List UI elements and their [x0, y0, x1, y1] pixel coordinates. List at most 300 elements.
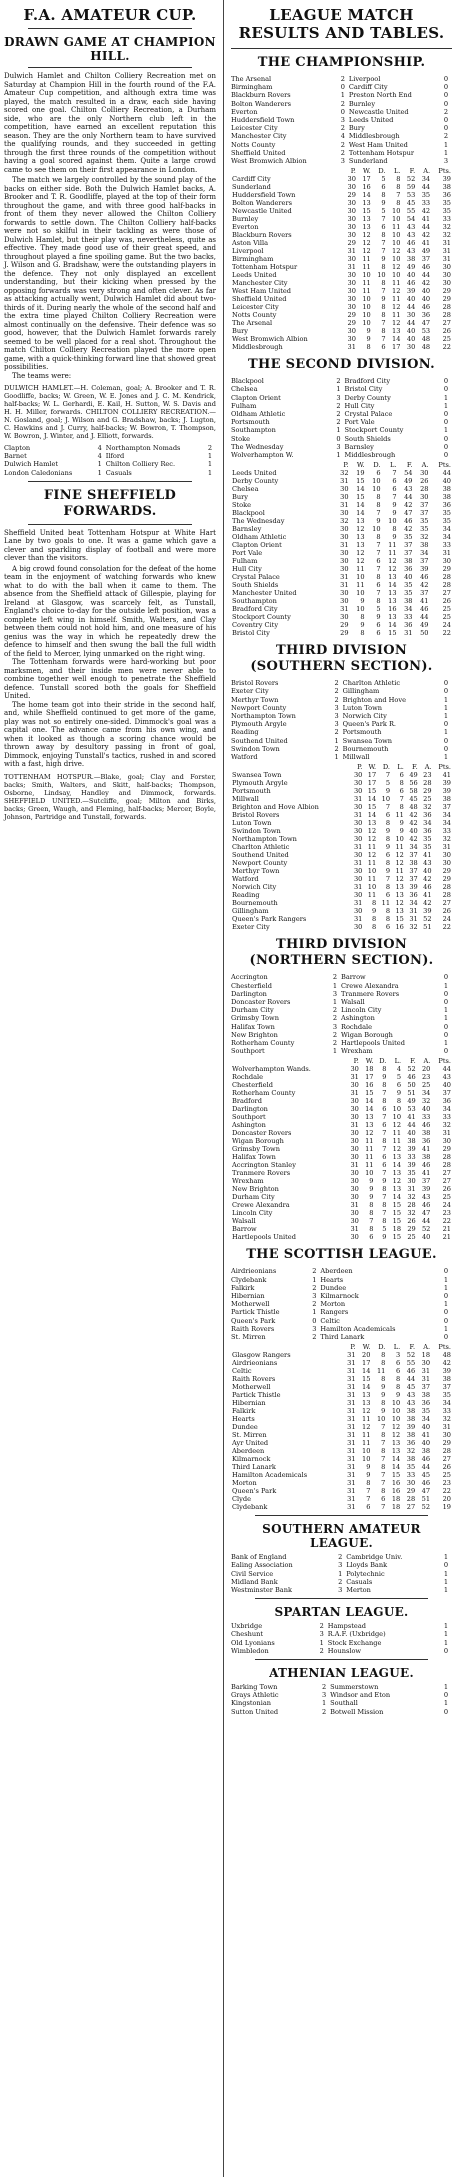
- away-team: Dundee: [320, 1283, 347, 1292]
- result-row: [231, 124, 452, 132]
- stat-cell: 12: [392, 303, 401, 312]
- stat-cell: 12: [395, 859, 404, 868]
- table-row: [231, 1447, 452, 1455]
- table-row: [231, 175, 452, 183]
- away-score: 0: [443, 116, 449, 125]
- table-row: [231, 1455, 452, 1463]
- section-rule: [255, 1515, 428, 1516]
- stat-cell: 34: [421, 1089, 431, 1098]
- team-name: Newport County: [232, 859, 288, 868]
- team-name: Raith Rovers: [232, 1375, 276, 1384]
- stat-cell: 38: [421, 1391, 431, 1400]
- result-row: [231, 1292, 452, 1300]
- stat-cell: 8: [385, 819, 391, 828]
- stat-cell: 20: [421, 1065, 431, 1074]
- table-row: [231, 851, 452, 859]
- stat-cell: 9: [385, 843, 391, 852]
- stat-cell: 47: [404, 509, 413, 518]
- column-header: F.: [412, 763, 418, 772]
- stat-cell: 23: [442, 1209, 451, 1218]
- stat-cell: 11: [365, 1137, 374, 1146]
- stat-cell: 7: [381, 247, 386, 256]
- result-row: [231, 1553, 452, 1561]
- away-score: 1: [443, 1300, 449, 1309]
- team-name: Bristol City: [232, 629, 270, 638]
- stat-cell: 38: [404, 557, 413, 566]
- stat-cell: 18: [421, 1351, 431, 1360]
- athenian-results: [231, 1683, 452, 1716]
- stat-cell: 16: [391, 1487, 401, 1496]
- stat-cell: 37: [420, 509, 429, 518]
- home-team: Civil Service: [231, 1569, 274, 1578]
- stat-cell: 49: [420, 621, 429, 630]
- home-team: Wolverhampton W.: [231, 451, 294, 460]
- result-row: [231, 1647, 452, 1655]
- table-row: [231, 1225, 452, 1233]
- stat-cell: 6: [385, 811, 391, 820]
- team-name: Stoke: [232, 501, 252, 510]
- stat-cell: 30: [350, 1097, 359, 1106]
- stat-cell: 30: [353, 907, 363, 916]
- stat-cell: 10: [365, 1169, 374, 1178]
- stat-cell: 46: [420, 573, 429, 582]
- table-row: [231, 1503, 452, 1511]
- stat-cell: 8: [382, 1065, 387, 1074]
- team-name: Gillingham: [232, 907, 269, 916]
- stat-cell: 8: [382, 1137, 387, 1146]
- team-name: Darlington: [232, 1105, 268, 1114]
- stat-cell: 31: [347, 1359, 356, 1368]
- section-rule: [28, 481, 192, 482]
- team-name: Swindon Town: [232, 827, 281, 836]
- article-paragraph: A big crowd found consolation for the defeat of the home team in the enjoyment of watching forwards who knew what to do with the ball when it came to them. The absence from the Sheffield attack of Gillespie, playing for Ireland at Glasgow, was scarcely felt, as Tunstall, England's choice to-day for the outside left position, was a complete left wing in himself. Smith, Walters, and Clay between them could not hold him, and one measure of his genius was the way in which he repeatedly drew the defence to himself and then swung the ball the full width of the field to Mercer, lying unmarked on the right wing.: [4, 564, 216, 658]
- home-team: Reading: [231, 728, 259, 737]
- stat-cell: 8: [381, 303, 386, 312]
- stat-cell: 4: [396, 1065, 402, 1074]
- stat-cell: 11: [392, 1137, 402, 1146]
- stat-cell: 9: [366, 1463, 371, 1472]
- stat-cell: 10: [391, 1407, 401, 1416]
- stat-cell: 12: [392, 1121, 402, 1130]
- stat-cell: 14: [362, 1367, 371, 1376]
- table-row: [231, 907, 452, 915]
- column-header: A.: [424, 763, 432, 772]
- stat-cell: 31: [350, 1073, 359, 1082]
- stat-cell: 5: [381, 207, 386, 216]
- table-row: [231, 1407, 452, 1415]
- stat-cell: 6: [381, 1495, 386, 1504]
- stat-cell: 31: [350, 1225, 359, 1234]
- home-team: Manchester City: [231, 132, 287, 141]
- stat-cell: 12: [356, 525, 365, 534]
- home-team: St. Mirren: [231, 1332, 266, 1341]
- stat-cell: 31: [347, 1351, 356, 1360]
- away-team: Barnsley: [344, 442, 374, 451]
- team-name: Sunderland: [232, 183, 271, 192]
- team-name: Derby County: [232, 477, 279, 486]
- result-row: [231, 410, 452, 418]
- stat-cell: 39: [421, 1185, 431, 1194]
- result-row: [231, 1630, 452, 1638]
- stat-cell: 23: [442, 1479, 451, 1488]
- stat-cell: 29: [347, 239, 356, 248]
- home-score: 2: [312, 1283, 317, 1292]
- stat-cell: 9: [360, 621, 365, 630]
- away-score: 1: [207, 460, 213, 469]
- away-score: 1: [443, 703, 449, 712]
- away-score: 0: [443, 679, 449, 688]
- stat-cell: 34: [404, 605, 413, 614]
- column-header: Pts.: [438, 1343, 451, 1352]
- stat-cell: 11: [365, 1145, 374, 1154]
- spartan-results: [231, 1622, 452, 1655]
- stat-cell: 6: [376, 629, 381, 638]
- stat-cell: 37: [421, 1177, 431, 1186]
- column-header: F.: [406, 461, 413, 470]
- away-team: Cambridge Univ.: [346, 1553, 403, 1562]
- away-team: Bury: [348, 124, 365, 133]
- stat-cell: 43: [406, 231, 416, 240]
- stat-cell: 38: [404, 597, 413, 606]
- result-row: [231, 728, 452, 736]
- home-score: 1: [336, 426, 341, 435]
- home-score: 0: [336, 434, 341, 443]
- team-name: The Wednesday: [232, 517, 285, 526]
- stat-cell: 31: [353, 795, 363, 804]
- stat-cell: 26: [442, 1463, 451, 1472]
- stat-cell: 25: [407, 1233, 416, 1242]
- stat-cell: 43: [423, 859, 432, 868]
- stat-cell: 34: [420, 549, 429, 558]
- stat-cell: 30: [442, 263, 451, 272]
- stat-cell: 42: [423, 899, 432, 908]
- stat-cell: 7: [366, 1495, 371, 1504]
- away-score: 0: [443, 744, 449, 753]
- team-name: South Shields: [232, 581, 279, 590]
- cup-results-table: [4, 444, 216, 477]
- team-name: Liverpool: [232, 247, 264, 256]
- stat-cell: 9: [399, 819, 404, 828]
- stat-cell: 40: [409, 827, 418, 836]
- teams-label: The teams were:: [12, 371, 72, 380]
- article-paragraph: The match we largely controlled by the sound play of the backs on either side. Both the Dulwich Hamlet backs, A. Brooker and T. R. Goodliffe, played at the top of their form throughout the game, and with three good half-backs in front of them they never allowed the Chilton Colliery forwards to settle down. The Chilton Colliery half-backs were not so skilful in their tackling as were those of Dulwich Hamlet, but their play was, nevertheless, quite as effective. They made good use of their great speed, and throughout played a fine spoiling game. But the two backs, J. Wilson and G. Bradshaw, were the outstanding players in the defence. They not only displayed an excellent understanding, but their kicking when pressed by the opposing forwards was very strong and often clever. As far as attacking actually went, Dulwich Hamlet did about two-thirds of it. During nearly the whole of the second half and the extra time played Chilton Colliery Recreation were almost continually on the defensive. Their defence was so good, however, that the Dulwich Hamlet forwards rarely seemed to be well placed for a real shot. Throughout the match Chilton Colliery Recreation played the more open game, with a quick-thinking forward line that showed great possibilities.: [4, 176, 216, 371]
- stat-cell: 31: [347, 1423, 356, 1432]
- result-row: [231, 75, 452, 83]
- stat-cell: 39: [407, 1145, 416, 1154]
- stat-cell: 29: [423, 787, 432, 796]
- stat-cell: 40: [406, 327, 416, 336]
- away-score: 1: [207, 452, 213, 461]
- stat-cell: 8: [385, 907, 391, 916]
- stat-cell: 37: [442, 803, 451, 812]
- stat-cell: 33: [406, 1471, 416, 1480]
- stat-cell: 34: [409, 843, 418, 852]
- stat-cell: 31: [347, 1455, 356, 1464]
- away-team: Casuals: [346, 1577, 373, 1586]
- table-row: [231, 1065, 452, 1073]
- stat-cell: 33: [421, 199, 431, 208]
- team-name: Southport: [232, 1113, 266, 1122]
- result-row: [231, 1267, 452, 1275]
- stat-cell: 31: [347, 1431, 356, 1440]
- title-rule: [28, 28, 192, 29]
- stat-cell: 49: [407, 1097, 416, 1106]
- stat-cell: 31: [340, 581, 349, 590]
- stat-cell: 15: [356, 477, 365, 486]
- stat-cell: 39: [442, 1367, 451, 1376]
- third-south-table: [231, 763, 452, 931]
- home-team: Darlington: [231, 989, 267, 998]
- stat-cell: 13: [391, 1447, 401, 1456]
- stat-cell: 30: [442, 279, 451, 288]
- away-score: 0: [443, 385, 449, 394]
- stat-cell: 43: [421, 1193, 431, 1202]
- home-score: 2: [334, 679, 339, 688]
- table-header-row: [231, 1057, 452, 1065]
- stat-cell: 30: [347, 255, 356, 264]
- third-north-table: [231, 1057, 452, 1241]
- stat-cell: 31: [421, 1367, 431, 1376]
- stat-cell: 8: [371, 923, 377, 932]
- stat-cell: 8: [396, 183, 401, 192]
- stat-cell: 30: [353, 875, 363, 884]
- stat-cell: 17: [367, 779, 377, 788]
- table-row: [231, 1431, 452, 1439]
- stat-cell: 6: [385, 891, 391, 900]
- table-row: [231, 1367, 452, 1375]
- stat-cell: 6: [392, 477, 397, 486]
- stat-cell: 8: [399, 803, 404, 812]
- result-row: [231, 1639, 452, 1647]
- stat-cell: 9: [381, 1391, 386, 1400]
- stat-cell: 22: [442, 923, 451, 932]
- stat-cell: 14: [391, 1463, 401, 1472]
- stat-cell: 45: [406, 1383, 416, 1392]
- home-team: Leicester City: [231, 124, 278, 133]
- stat-cell: 14: [365, 1105, 374, 1114]
- stat-cell: 44: [404, 493, 413, 502]
- stat-cell: 53: [406, 191, 416, 200]
- stat-cell: 21: [442, 1225, 451, 1234]
- away-score: 1: [443, 426, 449, 435]
- stat-cell: 32: [409, 923, 418, 932]
- stat-cell: 31: [340, 573, 349, 582]
- result-row: [231, 1622, 452, 1630]
- stat-cell: 8: [381, 231, 386, 240]
- stat-cell: 8: [360, 613, 365, 622]
- stat-cell: 45: [406, 199, 416, 208]
- home-team: Hibernian: [231, 1291, 265, 1300]
- away-score: 1: [443, 1014, 449, 1023]
- result-row: [231, 1317, 452, 1325]
- stat-cell: 12: [392, 287, 401, 296]
- away-team: Windsor and Eton: [330, 1691, 391, 1700]
- stat-cell: 13: [365, 1121, 374, 1130]
- stat-cell: 6: [381, 223, 386, 232]
- table-row: [231, 1129, 452, 1137]
- scottish-results: [231, 1267, 452, 1341]
- away-score: 0: [443, 75, 449, 83]
- table-row: [231, 1383, 452, 1391]
- stat-cell: 36: [421, 1399, 431, 1408]
- stat-cell: 28: [442, 1447, 451, 1456]
- stat-cell: 31: [442, 1129, 451, 1138]
- stat-cell: 8: [382, 1201, 387, 1210]
- stat-cell: 41: [423, 851, 432, 860]
- away-score: 1: [443, 1038, 449, 1047]
- away-team: Stock Exchange: [327, 1638, 382, 1647]
- stat-cell: 13: [392, 327, 401, 336]
- stat-cell: 25: [442, 1471, 451, 1480]
- stat-cell: 10: [362, 1447, 371, 1456]
- stat-cell: 13: [388, 589, 397, 598]
- away-team: Liverpool: [348, 75, 381, 83]
- stat-cell: 31: [347, 1479, 356, 1488]
- stat-cell: 34: [442, 1105, 451, 1114]
- southern-amateur-title: SOUTHERN AMATEUR LEAGUE.: [262, 1522, 421, 1551]
- stat-cell: 31: [442, 239, 451, 248]
- stat-cell: 44: [421, 271, 431, 280]
- fine-sheffield-title: FINE SHEFFIELD FORWARDS.: [43, 487, 177, 519]
- stat-cell: 40: [421, 1439, 431, 1448]
- home-team: Halifax Town: [231, 1022, 275, 1031]
- stat-cell: 46: [423, 883, 432, 892]
- team-name: Doncaster Rovers: [232, 1129, 292, 1138]
- stat-cell: 10: [356, 573, 365, 582]
- home-score: 2: [319, 1622, 324, 1631]
- stat-cell: 30: [347, 335, 356, 344]
- result-row: [231, 696, 452, 704]
- stat-cell: 13: [356, 541, 365, 550]
- team-name: Newcastle United: [232, 207, 292, 216]
- home-team: Clydebank: [231, 1275, 267, 1284]
- home-score: 2: [332, 1030, 338, 1039]
- stat-cell: 8: [396, 1383, 401, 1392]
- home-score: 2: [319, 1646, 324, 1655]
- table-row: [231, 557, 452, 565]
- stat-cell: 25: [442, 613, 451, 622]
- home-team: Portsmouth: [231, 418, 270, 427]
- table-row: [231, 1105, 452, 1113]
- home-team: Barnet: [4, 452, 27, 461]
- stat-cell: 30: [347, 295, 356, 304]
- home-score: 1: [332, 981, 338, 990]
- team-name: Northampton Town: [232, 835, 297, 844]
- stat-cell: 3: [396, 1351, 401, 1360]
- away-score: 0: [443, 1267, 449, 1276]
- table-row: [231, 795, 452, 803]
- stat-cell: 10: [367, 867, 377, 876]
- column-header: P.: [350, 1343, 356, 1352]
- home-score: 0: [340, 107, 345, 116]
- stat-cell: 6: [376, 557, 381, 566]
- away-team: Swansea Town: [342, 736, 393, 745]
- column-header: [231, 167, 342, 175]
- stat-cell: 14: [356, 501, 365, 510]
- away-score: 1: [443, 401, 449, 410]
- home-team: Southend United: [231, 736, 288, 745]
- stat-cell: 29: [407, 1225, 416, 1234]
- stat-cell: 6: [376, 621, 381, 630]
- stat-cell: 36: [406, 1439, 416, 1448]
- away-team: Lincoln City: [341, 1006, 382, 1015]
- home-team: Blackpool: [231, 377, 264, 386]
- stat-cell: 38: [442, 493, 451, 502]
- away-score: 0: [443, 1047, 449, 1056]
- away-score: 0: [443, 410, 449, 419]
- column-header: A.: [421, 461, 429, 470]
- stat-cell: 50: [407, 1081, 416, 1090]
- table-row: [231, 1359, 452, 1367]
- stat-cell: 11: [388, 549, 397, 558]
- stat-cell: 16: [365, 1081, 374, 1090]
- stat-cell: 8: [396, 1375, 401, 1384]
- stat-cell: 11: [392, 1129, 402, 1138]
- result-row: [231, 990, 452, 998]
- table-row: [231, 525, 452, 533]
- stat-cell: 31: [347, 1439, 356, 1448]
- stat-cell: 44: [442, 469, 451, 478]
- team-name: Portsmouth: [232, 787, 271, 796]
- stat-cell: 10: [392, 239, 401, 248]
- stat-cell: 31: [409, 915, 418, 924]
- stat-cell: 7: [385, 803, 391, 812]
- away-score: 1: [443, 1324, 449, 1333]
- stat-cell: 23: [421, 1073, 431, 1082]
- away-score: 3: [443, 157, 449, 166]
- stat-cell: 31: [347, 1415, 356, 1424]
- home-team: Grimsby Town: [231, 1014, 279, 1023]
- stat-cell: 11: [362, 1415, 371, 1424]
- away-team: Third Lanark: [320, 1332, 365, 1341]
- away-team: Port Vale: [344, 418, 375, 427]
- stat-cell: 49: [409, 771, 418, 780]
- stat-cell: 29: [406, 1487, 416, 1496]
- stat-cell: 37: [409, 875, 418, 884]
- stat-cell: 31: [347, 1407, 356, 1416]
- table-row: [231, 1137, 452, 1145]
- stat-cell: 12: [395, 851, 404, 860]
- away-team: Southall: [330, 1699, 358, 1708]
- stat-cell: 7: [381, 1455, 386, 1464]
- stat-cell: 48: [421, 335, 431, 344]
- stat-cell: 18: [391, 1495, 401, 1504]
- table-row: [231, 581, 452, 589]
- stat-cell: 21: [442, 1233, 451, 1242]
- stat-cell: 10: [392, 207, 401, 216]
- away-score: 1: [443, 1569, 449, 1578]
- stat-cell: 10: [388, 517, 397, 526]
- table-row: [231, 533, 452, 541]
- stat-cell: 52: [406, 175, 416, 184]
- teams-lineup: TOTTENHAM HOTSPUR.—Blake, goal; Clay and Forster, backs; Smith, Walters, and Skitt, half-backs; Thompson, Osborne, Lindsay, Handley and Dimmock, forwards. SHEFFIELD UNITED.—Sutcliffe, goal; Milton and Birks, backs; Green, Waugh, and Fleming, half-backs; Mercer, Boyle, Johnson, Partridge and Tunstall, forwards.: [4, 772, 216, 821]
- team-name: Ashington: [232, 1121, 266, 1130]
- table-row: [231, 303, 452, 311]
- stat-cell: 14: [362, 1383, 371, 1392]
- column-header: P.: [357, 763, 363, 772]
- stat-cell: 46: [421, 1121, 431, 1130]
- home-team: Northampton Town: [231, 712, 296, 721]
- stat-cell: 6: [399, 771, 404, 780]
- column-header: F.: [409, 167, 416, 176]
- stat-cell: 39: [406, 287, 416, 296]
- result-row: [231, 1333, 452, 1341]
- column-header: W.: [363, 167, 371, 176]
- stat-cell: 31: [353, 811, 363, 820]
- stat-cell: 8: [371, 899, 377, 908]
- team-name: Aston Villa: [232, 239, 269, 248]
- stat-cell: 6: [385, 923, 391, 932]
